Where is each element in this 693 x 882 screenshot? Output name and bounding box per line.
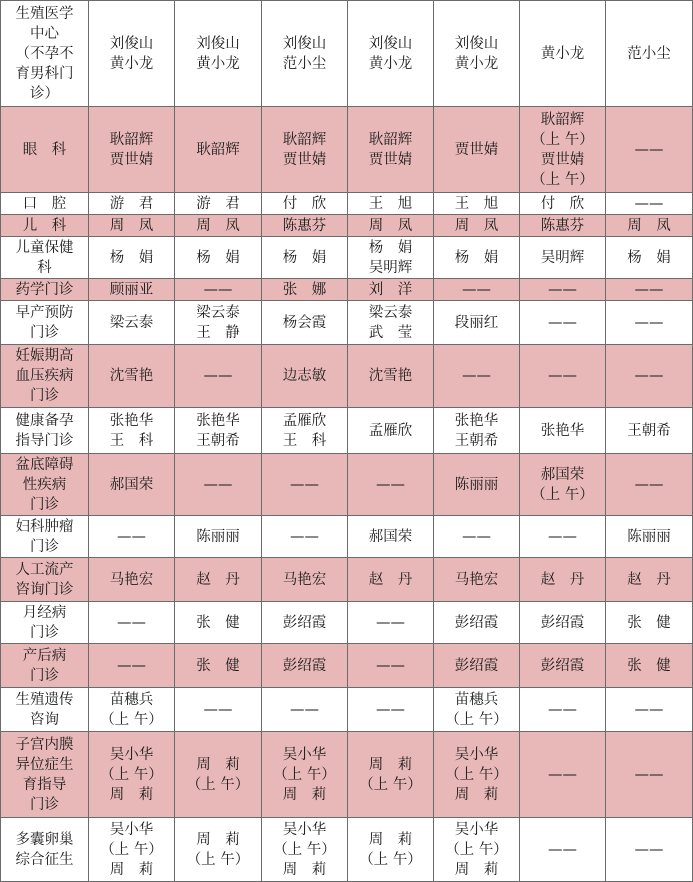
- doctor-cell: ——: [606, 818, 693, 882]
- doctor-cell: 郝国荣: [89, 454, 175, 516]
- doctor-cell: 游 君: [175, 193, 262, 215]
- doctor-cell: 刘 洋: [348, 279, 434, 301]
- doctor-cell: 吴小华 （上 午） 周 莉: [89, 732, 175, 818]
- doctor-cell: 范小尘: [606, 1, 693, 107]
- doctor-cell: ——: [606, 688, 693, 732]
- doctor-cell: 张 健: [606, 644, 693, 688]
- doctor-cell: ——: [520, 345, 606, 408]
- department-cell: 妇科肿瘤 门诊: [1, 516, 89, 558]
- table-row: [1, 107, 693, 193]
- doctor-cell: 吴小华 （上 午） 周 莉: [434, 732, 520, 818]
- doctor-cell: ——: [606, 345, 693, 408]
- doctor-cell: 张艳华 王 科: [89, 408, 175, 454]
- doctor-cell: 沈雪艳: [348, 345, 434, 408]
- doctor-cell: 赵 丹: [606, 558, 693, 602]
- doctor-cell: ——: [262, 688, 348, 732]
- doctor-cell: ——: [606, 279, 693, 301]
- table-row: [1, 408, 693, 454]
- doctor-cell: 吴明辉: [520, 237, 606, 279]
- doctor-cell: ——: [520, 818, 606, 882]
- doctor-cell: 张 健: [606, 602, 693, 644]
- doctor-cell: ——: [348, 688, 434, 732]
- doctor-cell: 吴小华 （上 午） 周 莉: [434, 818, 520, 882]
- doctor-cell: ——: [175, 688, 262, 732]
- doctor-cell: 赵 丹: [348, 558, 434, 602]
- doctor-cell: ——: [175, 454, 262, 516]
- doctor-cell: 边志敏: [262, 345, 348, 408]
- table-row: [1, 516, 693, 558]
- doctor-cell: ——: [175, 345, 262, 408]
- doctor-cell: 游 君: [89, 193, 175, 215]
- doctor-cell: 段丽红: [434, 301, 520, 345]
- table-row: [1, 345, 693, 408]
- doctor-cell: 陈惠芬: [262, 215, 348, 237]
- table-row: [1, 1, 693, 107]
- department-cell: 儿童保健 科: [1, 237, 89, 279]
- department-cell: 口 腔: [1, 193, 89, 215]
- doctor-cell: 周 莉 （上 午）: [175, 818, 262, 882]
- doctor-cell: 陈惠芬: [520, 215, 606, 237]
- department-cell: 健康备孕 指导门诊: [1, 408, 89, 454]
- doctor-cell: 孟雁欣 王 科: [262, 408, 348, 454]
- doctor-cell: ——: [606, 732, 693, 818]
- doctor-cell: 刘俊山 黄小龙: [434, 1, 520, 107]
- doctor-cell: 张 娜: [262, 279, 348, 301]
- table-row: [1, 454, 693, 516]
- doctor-cell: 贾世婧: [434, 107, 520, 193]
- schedule-body: [1, 1, 693, 882]
- doctor-cell: 郝国荣: [348, 516, 434, 558]
- doctor-cell: ——: [520, 732, 606, 818]
- doctor-cell: 周 莉 （上 午）: [348, 818, 434, 882]
- doctor-cell: 周 莉 （上 午）: [348, 732, 434, 818]
- doctor-cell: 耿韶辉 贾世婧: [89, 107, 175, 193]
- doctor-cell: 陈丽丽: [606, 516, 693, 558]
- doctor-cell: 彭绍霞: [520, 602, 606, 644]
- department-cell: 产后病 门诊: [1, 644, 89, 688]
- doctor-cell: ——: [434, 516, 520, 558]
- department-cell: 子宫内膜 异位症生 育指导 门诊: [1, 732, 89, 818]
- doctor-cell: 彭绍霞: [262, 602, 348, 644]
- doctor-cell: 陈丽丽: [434, 454, 520, 516]
- doctor-cell: ——: [434, 279, 520, 301]
- doctor-cell: 周 莉 （上 午）: [175, 732, 262, 818]
- table-row: [1, 237, 693, 279]
- doctor-cell: 杨会霞: [262, 301, 348, 345]
- doctor-cell: 沈雪艳: [89, 345, 175, 408]
- doctor-cell: 刘俊山 黄小龙: [175, 1, 262, 107]
- doctor-cell: 苗穗兵 （上 午）: [434, 688, 520, 732]
- table-row: [1, 215, 693, 237]
- doctor-cell: 耿韶辉: [175, 107, 262, 193]
- doctor-cell: 王 旭: [348, 193, 434, 215]
- doctor-cell: ——: [606, 301, 693, 345]
- doctor-cell: 陈丽丽: [175, 516, 262, 558]
- table-row: [1, 818, 693, 882]
- doctor-cell: 梁云泰 王 静: [175, 301, 262, 345]
- doctor-cell: 彭绍霞: [520, 644, 606, 688]
- department-cell: 生殖遗传 咨询: [1, 688, 89, 732]
- department-cell: 药学门诊: [1, 279, 89, 301]
- doctor-cell: ——: [348, 644, 434, 688]
- table-row: [1, 644, 693, 688]
- doctor-cell: 杨 娟: [606, 237, 693, 279]
- doctor-cell: 张艳华 王朝希: [434, 408, 520, 454]
- doctor-cell: ——: [520, 301, 606, 345]
- doctor-cell: 彭绍霞: [434, 602, 520, 644]
- doctor-cell: 马艳宏: [434, 558, 520, 602]
- doctor-cell: ——: [89, 602, 175, 644]
- doctor-cell: 张艳华 王朝希: [175, 408, 262, 454]
- doctor-cell: 马艳宏: [262, 558, 348, 602]
- doctor-cell: ——: [262, 516, 348, 558]
- doctor-cell: 王 旭: [434, 193, 520, 215]
- doctor-cell: ——: [520, 279, 606, 301]
- table-row: [1, 558, 693, 602]
- doctor-cell: 彭绍霞: [262, 644, 348, 688]
- doctor-cell: 张 健: [175, 644, 262, 688]
- doctor-cell: 付 欣: [262, 193, 348, 215]
- doctor-cell: 顾丽亚: [89, 279, 175, 301]
- doctor-cell: ——: [262, 454, 348, 516]
- doctor-cell: 吴小华 （上 午） 周 莉: [262, 732, 348, 818]
- doctor-cell: 彭绍霞: [434, 644, 520, 688]
- department-cell: 眼 科: [1, 107, 89, 193]
- doctor-cell: 杨 娟: [89, 237, 175, 279]
- doctor-cell: 吴小华 （上 午） 周 莉: [89, 818, 175, 882]
- table-row: [1, 193, 693, 215]
- doctor-cell: ——: [520, 516, 606, 558]
- department-cell: 人工流产 咨询门诊: [1, 558, 89, 602]
- doctor-cell: ——: [175, 279, 262, 301]
- doctor-cell: 王朝希: [606, 408, 693, 454]
- doctor-cell: 刘俊山 黄小龙: [89, 1, 175, 107]
- table-row: [1, 688, 693, 732]
- doctor-cell: 张艳华: [520, 408, 606, 454]
- doctor-cell: 耿韶辉 （上 午） 贾世婧 （上 午）: [520, 107, 606, 193]
- doctor-cell: 刘俊山 范小尘: [262, 1, 348, 107]
- doctor-cell: 刘俊山 黄小龙: [348, 1, 434, 107]
- table-row: [1, 732, 693, 818]
- doctor-cell: ——: [89, 644, 175, 688]
- department-cell: 盆底障碍 性疾病 门诊: [1, 454, 89, 516]
- doctor-cell: 周 凤: [89, 215, 175, 237]
- doctor-cell: ——: [434, 345, 520, 408]
- doctor-cell: 梁云泰 武 莹: [348, 301, 434, 345]
- doctor-cell: 苗穗兵 （上 午）: [89, 688, 175, 732]
- doctor-cell: 马艳宏: [89, 558, 175, 602]
- doctor-cell: ——: [606, 193, 693, 215]
- doctor-cell: ——: [520, 688, 606, 732]
- doctor-cell: 周 凤: [348, 215, 434, 237]
- doctor-cell: 梁云泰: [89, 301, 175, 345]
- department-cell: 月经病 门诊: [1, 602, 89, 644]
- doctor-cell: ——: [606, 107, 693, 193]
- doctor-cell: 耿韶辉 贾世婧: [262, 107, 348, 193]
- doctor-cell: 张 健: [175, 602, 262, 644]
- table-row: [1, 301, 693, 345]
- doctor-cell: 周 凤: [434, 215, 520, 237]
- doctor-cell: ——: [606, 454, 693, 516]
- doctor-cell: 孟雁欣: [348, 408, 434, 454]
- doctor-cell: ——: [348, 602, 434, 644]
- doctor-cell: 赵 丹: [520, 558, 606, 602]
- doctor-cell: 周 凤: [175, 215, 262, 237]
- doctor-cell: 郝国荣 （上 午）: [520, 454, 606, 516]
- department-cell: 儿 科: [1, 215, 89, 237]
- table-row: [1, 279, 693, 301]
- table-row: [1, 602, 693, 644]
- doctor-cell: 杨 娟: [175, 237, 262, 279]
- doctor-cell: 周 凤: [606, 215, 693, 237]
- doctor-cell: 吴小华 （上 午） 周 莉: [262, 818, 348, 882]
- department-cell: 生殖医学 中心 （不孕不 育男科门 诊）: [1, 1, 89, 107]
- doctor-cell: 杨 娟: [262, 237, 348, 279]
- doctor-cell: 赵 丹: [175, 558, 262, 602]
- doctor-cell: ——: [89, 516, 175, 558]
- department-cell: 妊娠期高 血压疾病 门诊: [1, 345, 89, 408]
- doctor-cell: 付 欣: [520, 193, 606, 215]
- doctor-cell: ——: [348, 454, 434, 516]
- doctor-cell: 杨 娟: [434, 237, 520, 279]
- department-cell: 多囊卵巢 综合征生: [1, 818, 89, 882]
- doctor-cell: 耿韶辉 贾世婧: [348, 107, 434, 193]
- doctor-cell: 黄小龙: [520, 1, 606, 107]
- department-cell: 早产预防 门诊: [1, 301, 89, 345]
- doctor-cell: 杨 娟 吴明辉: [348, 237, 434, 279]
